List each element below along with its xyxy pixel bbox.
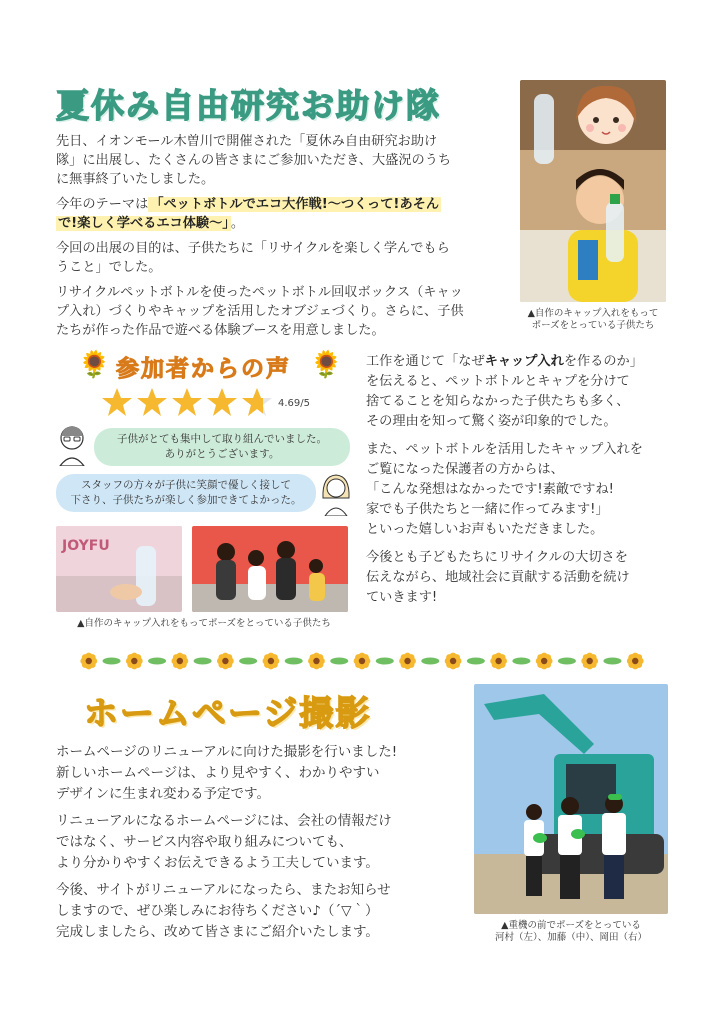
text-span: 今年のテーマは	[56, 197, 149, 212]
text-line	[56, 195, 506, 214]
text-line: 新しいホームページは、より見やすく、わかりやすい	[56, 765, 380, 781]
comment-line: 下さり、子供たちが楽しく参加できてよかった。	[70, 494, 302, 506]
text-span: を作るのか」	[563, 354, 643, 369]
excavator-photo	[474, 684, 668, 914]
leaf-icon	[239, 658, 257, 665]
leaf-icon	[376, 658, 394, 665]
leaf-icon	[330, 658, 348, 665]
right-para3	[366, 548, 676, 608]
section1-para4	[56, 283, 506, 340]
rating-stars	[100, 386, 320, 420]
text-line: ではなく、サービス内容や取り組みについても、	[56, 834, 353, 850]
leaf-icon	[467, 658, 485, 665]
divider-graphic	[66, 650, 658, 672]
leaf-icon	[148, 658, 166, 665]
sunflower-icon	[581, 653, 598, 670]
text-line	[56, 214, 506, 233]
section2-para3	[56, 880, 466, 943]
section2-body	[56, 742, 466, 943]
star-icon	[102, 388, 132, 416]
text-line: ホームページのリニューアルに向けた撮影を行いました!	[56, 744, 398, 760]
star-rating-graphic	[100, 386, 275, 420]
text-line: たちが作った作品で遊べる体験ブースを用意しました。	[56, 323, 385, 338]
text-line: ご覧になった保護者の方からは、	[366, 462, 564, 477]
text-line: その理由を知って驚く姿が印象的でした。	[366, 414, 617, 429]
text-span: 工作を通じて「なぜ	[366, 354, 485, 369]
section1-para3	[56, 239, 506, 277]
sunflower-icon	[354, 653, 371, 670]
sunflower-icon	[80, 653, 97, 670]
section2-para1	[56, 742, 466, 805]
right-column-text	[366, 352, 676, 608]
text-line: 家でも子供たちと一緒に作ってみます!」	[366, 502, 609, 517]
section1-para2	[56, 195, 506, 233]
text-line: リニューアルになるホームページには、会社の情報だけ	[56, 813, 392, 829]
kids-group-photo	[192, 526, 348, 612]
rating-value: 4.69/5	[278, 398, 310, 409]
excavator-photo-caption	[470, 920, 672, 944]
sunflower-icon	[490, 653, 507, 670]
caption-line: ▲重機の前でポーズをとっている	[501, 920, 641, 931]
man-avatar-icon	[56, 424, 88, 466]
star-icon	[207, 388, 237, 416]
group-photo-caption: ▲自作のキャップ入れをもってポーズをとっている子供たち	[77, 618, 331, 629]
partial-star-icon	[242, 388, 272, 416]
text-line: 捨てることを知らなかった子供たちも多く、	[366, 394, 630, 409]
woman-avatar-icon	[320, 472, 352, 516]
section1-title: 夏休み自由研究お助け隊	[56, 86, 441, 125]
comment-bubble-1	[94, 428, 350, 466]
comment-bubble-2	[56, 474, 316, 512]
comment-line: スタッフの方々が子供に笑顔で優しく接して	[81, 479, 291, 491]
star-icon	[172, 388, 202, 416]
sunflower-icon	[627, 653, 644, 670]
sunflower-icon	[308, 653, 325, 670]
text-line: また、ペットボトルを活用したキャップ入れを	[366, 442, 643, 457]
text-span: 。	[230, 216, 245, 231]
sunflower-icon	[217, 653, 234, 670]
bold-keyword: キャップ入れ	[484, 354, 564, 369]
sunflower-icon	[126, 653, 143, 670]
text-line: に無事終了いたしました。	[56, 172, 215, 187]
section1-para1	[56, 132, 506, 189]
text-line: プ入れ）づくりやキャップを活用したオブジェづくり。さらに、子供	[56, 304, 464, 319]
text-line: 今回の出展の目的は、子供たちに「リサイクルを楽しく学んでもら	[56, 241, 450, 256]
text-line: デザインに生まれ変わる予定です。	[56, 786, 270, 802]
comment-line: 子供がとても集中して取り組んでいました。	[117, 433, 327, 445]
section1-body	[56, 132, 506, 340]
theme-highlight: 「ペットボトルでエコ大作戦!〜つくって!あそん	[150, 197, 440, 212]
leaf-icon	[512, 658, 530, 665]
leaf-icon	[285, 658, 303, 665]
caption-line: 河村（左）、加藤（中）、岡田（右）	[494, 932, 647, 943]
leaf-icon	[421, 658, 439, 665]
text-line: しますので、ぜひ楽しみにお待ちください♪（´▽｀）	[56, 903, 379, 919]
text-line: 先日、イオンモール木曽川で開催された「夏休み自由研究お助け	[56, 134, 438, 149]
voices-title: 参加者からの声	[116, 356, 291, 382]
sunflower-icon: 🌻	[310, 350, 343, 380]
leaf-icon	[194, 658, 212, 665]
text-line: 今後とも子どもたちにリサイクルの大切さを	[366, 550, 628, 565]
star-icon	[137, 388, 167, 416]
text-line: より分かりやすくお伝えできるよう工夫しています。	[56, 855, 379, 871]
leaf-icon	[103, 658, 121, 665]
caption-line: ▲自作のキャップ入れをもって	[527, 308, 659, 319]
section2-title: ホームページ撮影	[84, 694, 372, 734]
text-line: 「こんな発想はなかったです!素敵ですね!	[366, 482, 614, 497]
text-line: 完成しましたら、改めて皆さまにご紹介いたします。	[56, 924, 379, 940]
text-line: 今後、サイトがリニューアルになったら、またお知らせ	[56, 882, 391, 898]
sunflower-icon: 🌻	[78, 350, 111, 380]
kids-photo-illustration	[520, 80, 666, 302]
text-line: リサイクルペットボトルを使ったペットボトル回収ボックス（キャッ	[56, 285, 463, 300]
text-line	[366, 352, 676, 372]
text-line: ていきます!	[366, 590, 438, 605]
caption-line: ポーズをとっている子供たち	[531, 320, 655, 331]
comment-line: ありがとうございます。	[164, 448, 280, 460]
kids-photo-caption	[508, 308, 678, 332]
text-line: 隊」に出展し、たくさんの皆さまにご参加いただき、大盛況のうち	[56, 153, 452, 168]
text-line: 伝えながら、地域社会に貢献する活動を続け	[366, 570, 630, 585]
leaf-icon	[603, 658, 621, 665]
theme-highlight: で!楽しく学べるエコ体験〜」	[58, 216, 229, 231]
sunflower-icon	[536, 653, 553, 670]
section2-para2	[56, 811, 466, 874]
right-para1	[366, 352, 676, 432]
voices-header	[78, 348, 348, 384]
child-bottle-photo	[56, 526, 182, 612]
leaf-icon	[558, 658, 576, 665]
kids-photo	[520, 80, 666, 302]
sunflower-icon	[399, 653, 416, 670]
sunflower-icon	[263, 653, 280, 670]
text-line: を伝えると、ペットボトルとキャプを分けて	[366, 374, 630, 389]
text-line: といった嬉しいお声もいただきました。	[366, 522, 604, 537]
sunflower-icon	[445, 653, 462, 670]
sunflower-icon	[171, 653, 188, 670]
svg-text:JOYFU: JOYFU	[62, 538, 110, 554]
sunflower-divider	[66, 650, 658, 672]
text-line: うこと」でした。	[56, 260, 162, 275]
right-para2	[366, 440, 676, 540]
